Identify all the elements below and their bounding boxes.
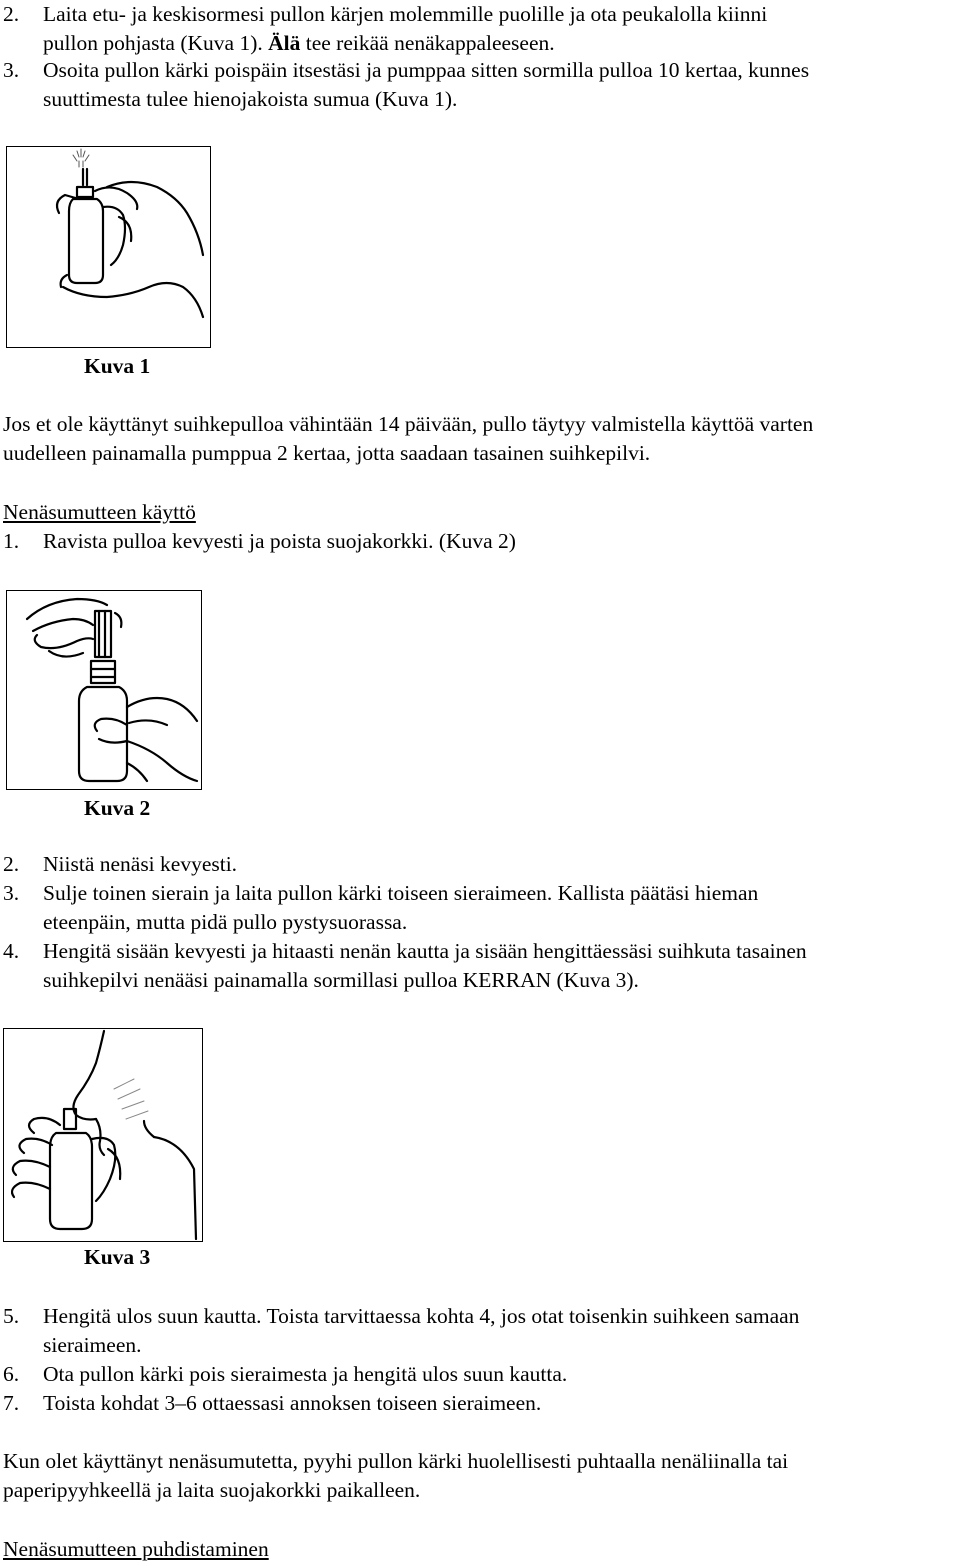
- step-number: 6.: [3, 1362, 20, 1386]
- step-text: Hengitä ulos suun kautta. Toista tarvittaessa kohta 4, jos otat toisenkin suihkeen samaan sieraimeen.: [43, 1304, 800, 1357]
- hand-holding-nasal-spray-illustration: [7, 147, 209, 346]
- figure-2-caption: Kuva 2: [84, 796, 151, 820]
- step-number: 7.: [3, 1391, 20, 1415]
- figure-1-caption: Kuva 1: [84, 354, 151, 378]
- section-heading-usage: Nenäsumutteen käyttö: [3, 500, 196, 524]
- step-number: 5.: [3, 1304, 20, 1328]
- priming-note: Jos et ole käyttänyt suihkepulloa vähintään 14 päivään, pullo täytyy valmistella käyttöä varten uudelleen painamalla pumppua 2 kertaa, jotta saadaan tasainen suihkepilvi.: [3, 412, 814, 465]
- hands-removing-cap-illustration: [7, 591, 200, 788]
- step-text: Ravista pulloa kevyesti ja poista suojakorkki. (Kuva 2): [43, 529, 516, 553]
- section-heading-cleaning: Nenäsumutteen puhdistaminen: [3, 1537, 269, 1561]
- step-text: Niistä nenäsi kevyesti.: [43, 852, 238, 876]
- step-number: 3.: [3, 58, 20, 82]
- step-number: 4.: [3, 939, 20, 963]
- figure-3-image: [3, 1028, 203, 1242]
- figure-1-image: [6, 146, 211, 348]
- step-number: 3.: [3, 881, 20, 905]
- step-text: Laita etu- ja keskisormesi pullon kärjen molemmille puolille ja ota peukalolla kiinni pullon pohjasta (Kuva 1). Älä tee reikää nenäkappaleeseen.: [43, 2, 768, 55]
- step-text: Ota pullon kärki pois sieraimesta ja hengitä ulos suun kautta.: [43, 1362, 568, 1386]
- step-text: Sulje toinen sierain ja laita pullon kärki toiseen sieraimeen. Kallista päätäsi hieman eteenpäin, mutta pidä pullo pystysuorassa.: [43, 881, 759, 934]
- figure-3-caption: Kuva 3: [84, 1245, 151, 1269]
- figure-2-image: [6, 590, 202, 790]
- step-text: Osoita pullon kärki poispäin itsestäsi ja pumppaa sitten sormilla pulloa 10 kertaa, kunnes suuttimesta tulee hienojakoista sumua (Kuva 1).: [43, 58, 810, 111]
- step-text: Hengitä sisään kevyesti ja hitaasti nenän kautta ja sisään hengittäessäsi suihkuta tasainen suihkepilvi nenääsi painamalla sormillasi pulloa KERRAN (Kuva 3).: [43, 939, 807, 992]
- after-use-note: Kun olet käyttänyt nenäsumutetta, pyyhi pullon kärki huolellisesti puhtaalla nenäliinalla tai paperipyyhkeellä ja laita suojakorkki paikalleen.: [3, 1449, 789, 1502]
- step-number: 2.: [3, 852, 20, 876]
- step-text: Toista kohdat 3–6 ottaessasi annoksen toiseen sieraimeen.: [43, 1391, 542, 1415]
- emphasis-ala: Älä: [268, 31, 301, 55]
- step-number: 1.: [3, 529, 20, 553]
- step-number: 2.: [3, 2, 20, 26]
- person-spraying-nose-illustration: [4, 1029, 201, 1240]
